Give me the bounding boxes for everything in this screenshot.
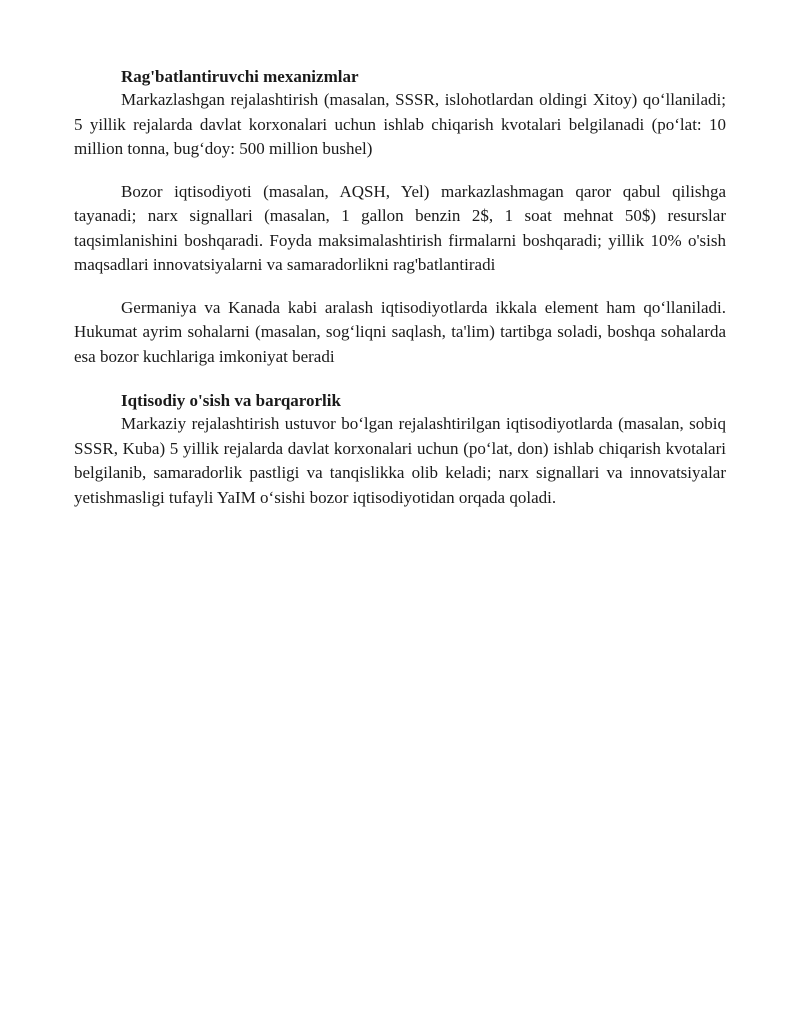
paragraph: Markaziy rejalashtirish ustuvor bo‘lgan rejalashtirilgan iqtisodiyotlarda (masalan, sobiq SSSR, Kuba) 5 yillik rejalarda davlat korxonalari uchun (po‘lat, don) ishlab chiqarish kvotalari belgilanib, samaradorlik pastligi va tanqislikka olib keladi; narx signallari va innovatsiyalar yetishmasligi tufayli YaIM o‘sishi bozor iqtisodiyotidan orqada qoladi. xyxy=(74,414,726,507)
section-incentive-mechanisms xyxy=(74,66,726,369)
paragraph: Germaniya va Kanada kabi aralash iqtisodiyotlarda ikkala element ham qo‘llaniladi. Hukumat ayrim sohalarni (masalan, sog‘liqni saqlash, ta'lim) tartibga soladi, boshqa sohalarda esa bozor kuchlariga imkoniyat beradi xyxy=(74,297,726,366)
paragraph: Markazlashgan rejalashtirish (masalan, SSSR, islohotlardan oldingi Xitoy) qo‘llaniladi; 5 yillik rejalarda davlat korxonalari uchun ishlab chiqarish kvotalari belgilanadi (po‘lat: 10 million tonna, bug‘doy: 500 million bushel) xyxy=(74,90,726,158)
section-gap xyxy=(74,369,726,390)
section-economic-growth xyxy=(74,390,726,510)
section-heading: Rag'batlantiruvchi mexanizmlar xyxy=(121,67,359,86)
paragraph-gap xyxy=(74,278,726,296)
document-page xyxy=(74,66,726,510)
paragraph-gap xyxy=(74,162,726,180)
paragraph: Bozor iqtisodiyoti (masalan, AQSH, Yel) markazlashmagan qaror qabul qilishga tayanadi; narx signallari (masalan, 1 gallon benzin 2$, 1 soat mehnat 50$) resurslar taqsimlanishini boshqaradi. Foyda maksimalashtirish firmalarni boshqaradi; yillik 10% o'sish maqsadlari innovatsiyalarni va samaradorlikni rag'batlantiradi xyxy=(74,181,726,274)
section-heading: Iqtisodiy o'sish va barqarorlik xyxy=(121,391,341,410)
